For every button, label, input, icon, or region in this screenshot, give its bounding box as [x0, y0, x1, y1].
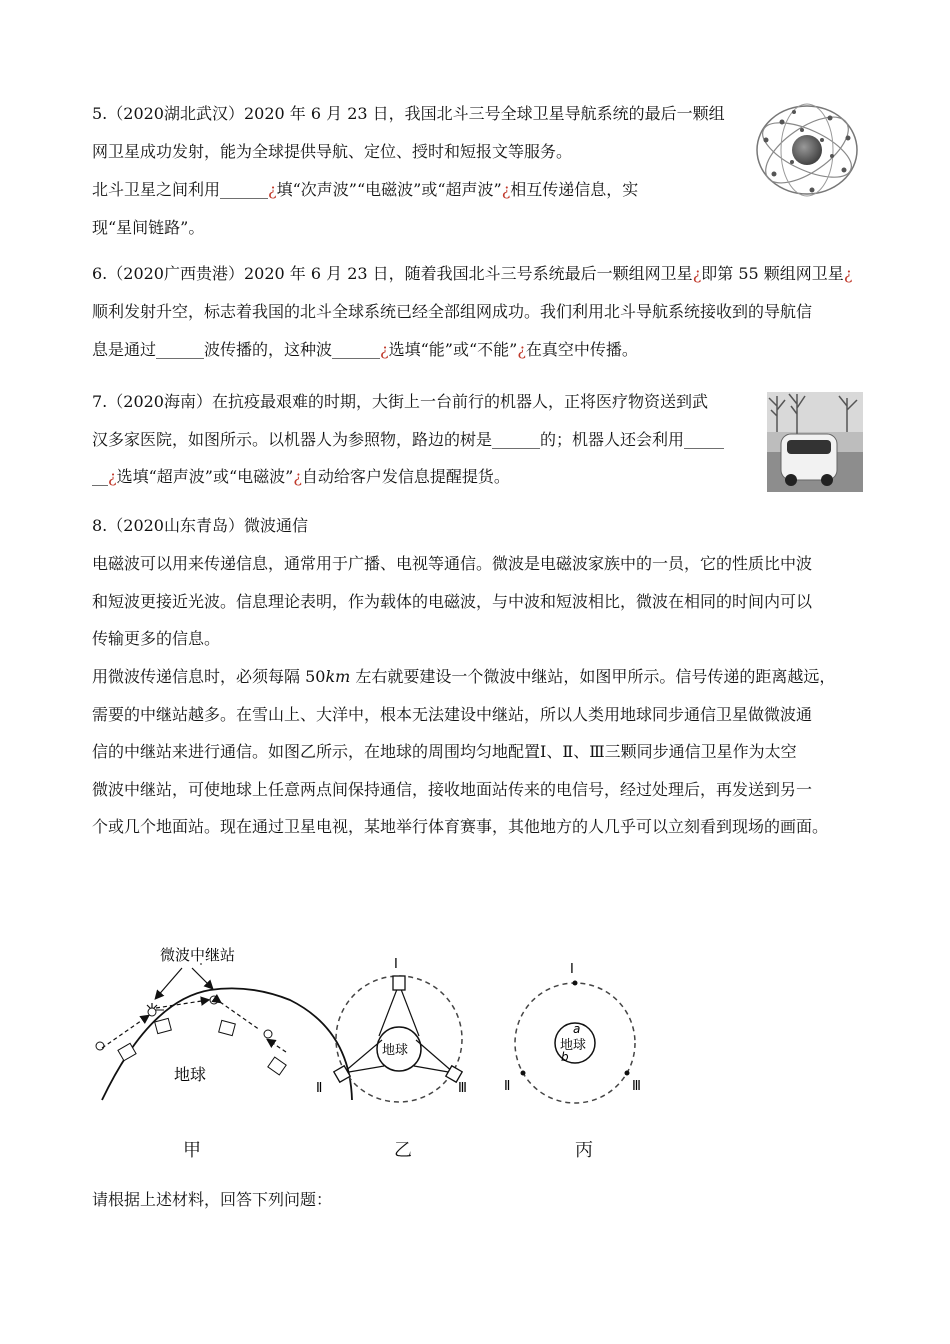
figure-yi — [316, 957, 467, 1102]
q6-blanks: 息是通过______波传播的，这种波______ — [92, 340, 381, 359]
q7-options: 选填“超声波”或“电磁波” — [116, 467, 294, 486]
bing-point-b: b — [561, 1050, 569, 1064]
q6-line-3 — [92, 340, 638, 360]
figure-bing — [504, 962, 641, 1103]
q5-line-4: 现“星间链路”。 — [92, 218, 205, 237]
caption-bing: 丙 — [575, 1140, 593, 1161]
q7-paren-close: ¿ — [293, 467, 302, 486]
q5-line-1: 5.（2020湖北武汉）2020 年 6 月 23 日，我国北斗三号全球卫星导航系统的最后一颗组 — [92, 104, 725, 123]
q6-paren-open-2: ¿ — [380, 340, 389, 359]
q7-blank: __ — [92, 467, 108, 486]
q5-paren-open: ¿ — [268, 180, 277, 199]
q5-line-2: 网卫星成功发射，能为全球提供导航、定位、授时和短报文等服务。 — [92, 142, 573, 161]
q6-options: 选填“能”或“不能” — [388, 340, 518, 359]
figure-jia — [96, 946, 352, 1100]
q7-line-1: 7.（2020海南）在抗疫最艰难的时期，大街上一台前行的机器人，正将医疗物资送到武 — [92, 392, 708, 411]
q7-paren-open: ¿ — [108, 467, 117, 486]
q5-paren-close: ¿ — [501, 180, 511, 199]
q6-tail: 在真空中传播。 — [525, 340, 638, 359]
q6-line-1 — [92, 264, 852, 284]
q6-paren-close-2: ¿ — [517, 340, 526, 359]
q5-blank-text: 北斗卫星之间利用______ — [92, 180, 269, 199]
q6-intro: 6.（2020广西贵港）2020 年 6 月 23 日，随着我国北斗三号系统最后一颗组网卫星 — [92, 264, 693, 283]
figures-panel — [90, 940, 670, 1120]
bing-sat-3: Ⅲ — [632, 1079, 641, 1094]
beidou-globe-image — [752, 100, 862, 200]
q8-p2-line-2: 需要的中继站越多。在雪山上、大洋中，根本无法建设中继站，所以人类用地球同步通信卫星做微波通 — [92, 705, 813, 724]
jia-earth-label: 地球 — [174, 1065, 207, 1084]
closing-prompt: 请根据上述材料，回答下列问题： — [92, 1190, 333, 1209]
q6-line-2: 顺利发射升空，标志着我国的北斗全球系统已经全部组网成功。我们利用北斗导航系统接收到的导航信 — [92, 302, 813, 321]
q8-p2-line-1 — [92, 667, 835, 687]
yi-sat-3: Ⅲ — [458, 1081, 467, 1096]
q8-p1-line-3: 传输更多的信息。 — [92, 629, 221, 648]
bing-point-a: a — [573, 1022, 581, 1036]
q8-p2-line-3: 信的中继站来进行通信。如图乙所示，在地球的周围均匀地配置Ⅰ、Ⅱ、Ⅲ三颗同步通信卫星作为太空 — [92, 742, 797, 761]
q8-p2-line-4: 微波中继站，可使地球上任意两点间保持通信，接收地面站传来的电信号，经过处理后，再发送到另一 — [92, 780, 813, 799]
q7-tail: 自动给客户发信息提醒提货。 — [301, 467, 510, 486]
q7-line-2: 汉多家医院，如图所示。以机器人为参照物，路边的树是______的；机器人还会利用_____ — [92, 430, 725, 449]
yi-earth-label: 地球 — [382, 1043, 409, 1058]
q8-p2-line-5: 个或几个地面站。现在通过卫星电视，某地举行体育赛事，其他地方的人几乎可以立刻看到现场的画面。 — [92, 817, 829, 836]
relay-station-label: 微波中继站 — [160, 946, 236, 964]
q8-p1-line-2: 和短波更接近光波。信息理论表明，作为载体的电磁波，与中波和短波相比，微波在相同的时间内可以 — [92, 592, 813, 611]
q5-line-3 — [92, 180, 638, 200]
q6-paren-open: ¿ — [692, 264, 702, 283]
q7-line-3 — [92, 467, 510, 487]
caption-jia: 甲 — [183, 1140, 201, 1161]
bing-earth-label: 地球 — [560, 1038, 587, 1053]
q8-title: 8.（2020山东青岛）微波通信 — [92, 516, 308, 535]
robot-photo — [767, 392, 863, 492]
q5-options: 填“次声波”“电磁波”或“超声波” — [276, 180, 502, 199]
q8-p2-lead: 用微波传递信息时，必须每隔 50 — [92, 667, 326, 686]
q8-unit-km: km — [325, 667, 351, 686]
q8-p1-line-1: 电磁波可以用来传递信息，通常用于广播、电视等通信。微波是电磁波家族中的一员，它的性质比中波 — [92, 554, 813, 573]
q6-paren-close: ¿ — [843, 264, 853, 283]
q6-sat-number: 即第 55 颗组网卫星 — [701, 264, 844, 283]
bing-sat-1: Ⅰ — [570, 962, 574, 977]
yi-sat-1: Ⅰ — [394, 957, 398, 972]
yi-sat-2: Ⅱ — [316, 1081, 323, 1096]
q5-tail: 相互传递信息，实 — [510, 180, 639, 199]
q8-p2-rest: 左右就要建设一个微波中继站，如图甲所示。信号传递的距离越远， — [350, 667, 836, 686]
caption-yi: 乙 — [394, 1140, 412, 1161]
bing-sat-2: Ⅱ — [504, 1079, 511, 1094]
